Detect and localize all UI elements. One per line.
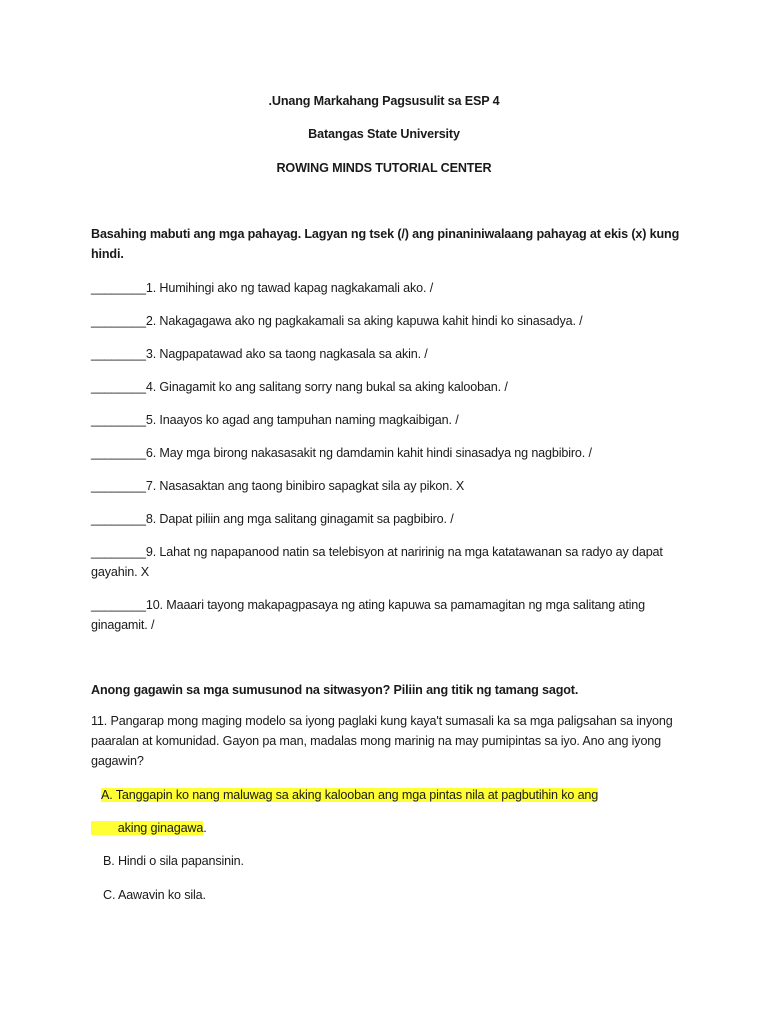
highlight-indent	[91, 821, 118, 835]
list-item	[91, 476, 691, 496]
section2-instructions: Anong gagawin sa mga sumusunod na sitwasyon? Piliin ang titik ng tamang sagot.	[91, 683, 579, 697]
choice-a-line2	[91, 818, 207, 838]
item-text: 3. Nagpapatawad ako sa taong nagkasala sa akin. /	[145, 347, 428, 361]
highlighted-text: A. Tanggapin ko nang maluwag sa aking kalooban ang mga pintas nila at pagbutihin ko ang	[101, 788, 599, 802]
answer-blank: ________	[91, 446, 146, 460]
period-text: .	[203, 821, 207, 835]
item-text: 7. Nasasaktan ang taong binibiro sapagkat sila ay pikon. X	[145, 479, 465, 493]
university-name: Batangas State University	[308, 127, 460, 141]
item-text: 8. Dapat piliin ang mga salitang ginagamit sa pagbibiro. /	[145, 512, 454, 526]
list-item	[91, 278, 691, 298]
list-item	[91, 509, 691, 529]
answer-blank: ________	[91, 413, 146, 427]
item-text: 9. Lahat ng napapanood natin sa telebisyon at naririnig na mga katatawanan sa radyo ay dapat gayahin. X	[91, 545, 663, 579]
answer-blank: ________	[91, 314, 146, 328]
list-item	[91, 443, 691, 463]
item-text: 4. Ginagamit ko ang salitang sorry nang bukal sa aking kalooban. /	[145, 380, 508, 394]
answer-blank: ________	[91, 512, 146, 526]
list-item	[91, 377, 691, 397]
item-text: 5. Inaayos ko agad ang tampuhan naming magkaibigan. /	[145, 413, 459, 427]
question-11: 11. Pangarap mong maging modelo sa iyong paglaki kung kaya't sumasali ka sa mga paligsahan sa inyong paaralan at komunidad. Gayon pa man, madalas mong marinig na may pumipintas sa iyo. Ano ang iyong gagawin?	[91, 714, 673, 768]
list-item	[91, 311, 691, 331]
answer-blank: ________	[91, 380, 146, 394]
answer-blank: ________	[91, 347, 146, 361]
item-text: 2. Nakagagawa ako ng pagkakamali sa aking kapuwa kahit hindi ko sinasadya. /	[145, 314, 583, 328]
section1-instructions: Basahing mabuti ang mga pahayag. Lagyan ng tsek (/) ang pinaniniwalaang pahayag at ekis (x) kung hindi.	[91, 227, 680, 261]
answer-blank: ________	[91, 545, 146, 559]
choice-a-line1	[101, 785, 598, 805]
highlighted-text: aking ginagawa	[117, 821, 204, 835]
list-item	[91, 542, 691, 582]
item-text: 10. Maaari tayong makapagpasaya ng ating kapuwa sa pamamagitan ng mga salitang ating ginagamit. /	[91, 598, 646, 632]
tutorial-center-name: ROWING MINDS TUTORIAL CENTER	[276, 161, 492, 175]
list-item	[91, 410, 691, 430]
item-text: 6. May mga birong nakasasakit ng damdamin kahit hindi sinasadya ng nagbibiro. /	[145, 446, 592, 460]
answer-blank: ________	[91, 598, 146, 612]
list-item	[91, 595, 691, 635]
choice-b: B. Hindi o sila papansinin.	[103, 854, 244, 868]
choice-c: C. Aawavin ko sila.	[103, 888, 206, 902]
answer-blank: ________	[91, 281, 146, 295]
answer-blank: ________	[91, 479, 146, 493]
item-text: 1. Humihingi ako ng tawad kapag nagkakamali ako. /	[145, 281, 434, 295]
list-item	[91, 344, 691, 364]
exam-title: .Unang Markahang Pagsusulit sa ESP 4	[268, 94, 500, 108]
